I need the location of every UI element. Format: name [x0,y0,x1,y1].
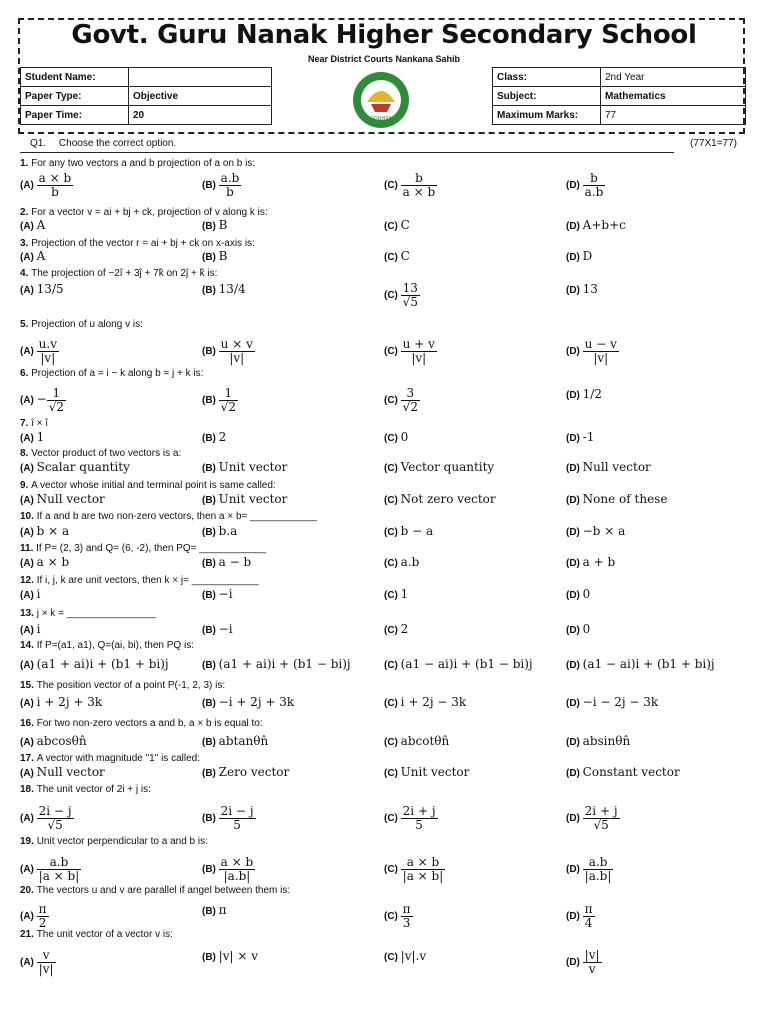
option-label: (B) [202,864,219,876]
question-18-option-b[interactable] [202,805,256,832]
question-18-option-d[interactable] [566,805,620,832]
question-13-option-a[interactable]: (A) i [20,622,41,636]
option-label: (A) [20,737,37,748]
question-16-option-c[interactable]: (C) abcotθn̂ [384,734,450,748]
option-label: (D) [566,433,583,444]
question-1-option-c[interactable] [384,172,437,199]
option-label: (A) [20,813,37,825]
question-15-option-c[interactable]: (C) i + 2j − 3k [384,695,467,709]
question-5-option-b[interactable] [202,338,255,365]
max-marks-value: 77 [601,106,746,125]
question-8-option-a[interactable]: (A) Scalar quantity [20,460,130,474]
question-8-option-b[interactable]: (B) Unit vector [202,460,288,474]
option-label: (B) [202,527,219,538]
option-label: (A) [20,252,37,263]
question-14-option-a[interactable]: (A) (a1 + ai)i + (b1 + bi)j [20,657,169,671]
option-label: (D) [566,463,583,474]
option-label: (D) [566,221,583,232]
fraction: $\frac{b}{a.b}$ [584,171,604,199]
option-label: (C) [384,813,401,825]
option-label: (B) [202,625,219,636]
question-17-option-a[interactable]: (A) Null vector [20,765,105,779]
question-5-option-a[interactable] [20,338,59,365]
question-11-option-b[interactable]: (B) a − b [202,555,252,569]
option-label: (B) [202,252,219,263]
option-label: (D) [566,957,583,969]
option-label: (C) [384,290,401,302]
fraction: $\frac{\pi}{3}$ [402,902,411,930]
question-13-option-c[interactable]: (C) 2 [384,622,409,636]
question-10-option-d[interactable]: (D) −b × a [566,524,626,538]
fraction: $\frac{a \times b}{b}$ [38,171,72,199]
fraction: $\frac{u - v}{|v|}$ [584,337,617,365]
question-10-option-b[interactable]: (B) b.a [202,524,238,538]
question-14-option-c[interactable]: (C) (a1 − ai)i + (b1 − bi)j [384,657,533,671]
option-label: (A) [20,590,37,601]
fraction: $\frac{b}{a \times b}$ [402,171,436,199]
option-label: (A) [20,495,37,506]
option-label: (A) [20,527,37,538]
question-18: 18. The unit vector of 2i + j is: [20,784,151,795]
question-7-option-c[interactable]: (C) 0 [384,430,409,444]
option-label: (C) [384,864,401,876]
option-label: (C) [384,660,401,671]
option-label: (B) [202,495,219,506]
option-label: (C) [384,558,401,569]
question-20-option-d[interactable] [566,903,595,930]
question-15-option-a[interactable]: (A) i + 2j + 3k [20,695,103,709]
question-2-option-b[interactable]: (B) B [202,218,228,232]
question-9-option-a[interactable]: (A) Null vector [20,492,105,506]
question-17-option-b[interactable]: (B) Zero vector [202,765,290,779]
question-3-option-b[interactable]: (B) B [202,249,228,263]
option-label: (C) [384,346,401,358]
option-label: (A) [20,180,37,192]
option-label: (C) [384,395,401,407]
fraction: $\frac{a \times b}{|a \times b|}$ [402,855,444,883]
option-label: (B) [202,285,219,296]
section-header [20,138,745,149]
option-label: (B) [202,463,219,474]
question-6-option-b[interactable] [202,387,238,414]
option-label: (B) [202,698,219,709]
option-label: (A) [20,221,37,232]
option-label: (D) [566,346,583,358]
question-4: 4. The projection of −2î + 3ĵ + 7k̂ on 2ĵ + k̂ is: [20,268,218,279]
question-13: 13. j × k = ________________ [20,608,156,619]
option-label: (B) [202,221,219,232]
instruction: Choose the correct option. [58,138,177,149]
option-label: (B) [202,395,219,407]
option-label: (A) [20,395,37,407]
question-12-option-b[interactable]: (B) −i [202,587,233,601]
option-label: (C) [384,737,401,748]
question-17-option-c[interactable]: (C) Unit vector [384,765,470,779]
logo-text: GGNHSS [370,116,392,122]
fraction: $\frac{1}{√2}$ [48,386,65,414]
paper-time-value: 20 [129,106,272,125]
option-label: (D) [566,252,583,263]
option-label: (B) [202,737,219,748]
paper-type-label: Paper Type: [21,87,129,106]
option-label: (A) [20,625,37,636]
question-19-option-c[interactable] [384,856,445,883]
option-label: (B) [202,558,219,569]
q1-label: Q1. [30,138,47,149]
question-1-option-a[interactable] [20,172,73,199]
question-12-option-a[interactable]: (A) i [20,587,41,601]
question-15: 15. The position vector of a point P(-1, 2, 3) is: [20,680,226,691]
fraction: $\frac{2i + j}{√5}$ [584,804,618,832]
question-2-option-a[interactable]: (A) A [20,218,46,232]
option-label: (A) [20,346,37,358]
question-21-option-d[interactable] [566,949,602,976]
fraction: $\frac{1}{√2}$ [220,386,236,414]
fraction: $\frac{a \times b}{|a.b|}$ [220,855,254,883]
question-15-option-d[interactable]: (D) −i − 2j − 3k [566,695,659,709]
question-12-option-d[interactable]: (D) 0 [566,587,591,601]
question-20-option-c[interactable] [384,903,413,930]
question-1-option-d[interactable] [566,172,605,199]
option-label: (C) [384,252,401,263]
question-21-option-b[interactable]: (B) |v| × v [202,949,258,963]
option-label: (C) [384,527,401,538]
fraction: $\frac{2i - j}{5}$ [220,804,254,832]
option-label: (D) [566,737,583,748]
option-label: (B) [202,180,219,192]
question-19-option-d[interactable] [566,856,613,883]
option-label: (A) [20,433,37,444]
question-3-option-a[interactable]: (A) A [20,249,46,263]
option-label: (D) [566,285,583,296]
fraction: $\frac{3}{√2}$ [402,386,418,414]
fraction: $\frac{2i + j}{5}$ [402,804,436,832]
option-label: (C) [384,590,401,601]
question-4-option-c[interactable] [384,282,420,309]
question-11-option-c[interactable]: (C) a.b [384,555,420,569]
question-6-option-a[interactable]: (A) − $\frac{1}{√2}$ [20,386,65,414]
question-3-option-c[interactable]: (C) C [384,249,410,263]
option-label: (C) [384,221,401,232]
question-2-option-c[interactable]: (C) C [384,218,410,232]
question-10-option-c[interactable]: (C) b − a [384,524,434,538]
option-label: (C) [384,180,401,192]
option-label: (B) [202,660,219,671]
option-label: (C) [384,495,401,506]
question-13-option-d[interactable]: (D) 0 [566,622,591,636]
question-11-option-a[interactable]: (A) a × b [20,555,70,569]
question-2-option-d[interactable]: (D) A+b+c [566,218,626,232]
option-label: (A) [20,698,37,709]
option-label: (B) [202,906,219,917]
question-16-option-d[interactable]: (D) absinθn̂ [566,734,631,748]
option-label: (D) [566,813,583,825]
option-label: (B) [202,952,219,963]
question-15-option-b[interactable]: (B) −i + 2j + 3k [202,695,295,709]
question-19: 19. Unit vector perpendicular to a and b is: [20,836,208,847]
question-6-option-c[interactable] [384,387,420,414]
question-19-option-b[interactable] [202,856,255,883]
question-4-option-b[interactable]: (B) 13/4 [202,282,246,296]
option-label: (C) [384,433,401,444]
option-label: (B) [202,813,219,825]
option-label: (C) [384,463,401,474]
class-value: 2nd Year [601,68,746,87]
question-8-option-d[interactable]: (D) Null vector [566,460,651,474]
question-11: 11. If P= (2, 3) and Q= (6, -2), then PQ= ____________ [20,543,267,554]
info-table-right [492,67,746,125]
question-3: 3. Projection of the vector r = ai + bj + ck on x-axis is: [20,238,255,249]
fraction: $\frac{v}{|v|}$ [38,948,54,976]
question-21-option-a[interactable] [20,949,56,976]
question-7: 7. î × î [20,418,49,429]
option-label: (B) [202,433,219,444]
option-label: (D) [566,180,583,192]
fraction: $\frac{a.b}{b}$ [220,171,240,199]
option-label: (D) [566,625,583,636]
paper-type-value: Objective [129,87,272,106]
question-20-option-b[interactable]: (B) π [202,903,227,917]
question-17: 17. A vector with magnitude "1" is called: [20,753,200,764]
option-label: (D) [566,527,583,538]
max-marks-label: Maximum Marks: [493,106,601,125]
school-logo [349,70,413,130]
option-label: (D) [566,590,583,601]
option-label: (A) [20,463,37,474]
question-20: 20. The vectors u and v are parallel if angel between them is: [20,885,291,896]
option-label: (D) [566,911,583,923]
question-7-option-b[interactable]: (B) 2 [202,430,227,444]
fraction: $\frac{\pi}{2}$ [38,902,47,930]
option-label: (D) [566,390,583,401]
question-11-option-d[interactable]: (D) a + b [566,555,616,569]
question-6-option-d[interactable]: (D) 1/2 [566,387,602,401]
question-21-option-c[interactable]: (C) |v|.v [384,949,427,963]
class-label: Class: [493,68,601,87]
fraction: $\frac{u.v}{|v|}$ [38,337,57,365]
fraction: $\frac{a.b}{|a.b|}$ [584,855,612,883]
student-name-label: Student Name: [21,68,129,87]
info-table-left [20,67,272,125]
option-label: (C) [384,698,401,709]
option-label: (A) [20,768,37,779]
question-12-option-c[interactable]: (C) 1 [384,587,409,601]
question-9: 9. A vector whose initial and terminal point is same called: [20,480,276,491]
question-18-option-a[interactable] [20,805,74,832]
question-14-option-d[interactable]: (D) (a1 − ai)i + (b1 + bi)j [566,657,715,671]
question-6: 6. Projection of a = i − k along b = j + k is: [20,368,204,379]
question-3-option-d[interactable]: (D) D [566,249,593,263]
question-5-option-c[interactable] [384,338,437,365]
option-label: (D) [566,495,583,506]
question-21: 21. The unit vector of a vector v is: [20,929,173,940]
question-16-option-b[interactable]: (B) abtanθn̂ [202,734,269,748]
question-12: 12. If i, j, k are unit vectors, then k × j= ____________ [20,575,259,586]
question-18-option-c[interactable] [384,805,438,832]
option-label: (B) [202,346,219,358]
question-20-option-a[interactable] [20,903,49,930]
question-13-option-b[interactable]: (B) −i [202,622,233,636]
question-5: 5. Projection of u along v is: [20,319,143,330]
option-label: (C) [384,768,401,779]
fraction: $\frac{|v|}{v}$ [584,948,600,976]
school-address: Near District Courts Nankana Sahib [307,54,461,64]
question-9-option-c[interactable]: (C) Not zero vector [384,492,496,506]
option-label: (C) [384,625,401,636]
question-5-option-d[interactable] [566,338,619,365]
fraction: $\frac{13}{√5}$ [402,281,418,309]
option-label: (D) [566,864,583,876]
question-9-option-b[interactable]: (B) Unit vector [202,492,288,506]
option-label: (D) [566,698,583,709]
question-4-option-a[interactable]: (A) 13/5 [20,282,64,296]
option-label: (A) [20,660,37,671]
question-7-option-a[interactable]: (A) 1 [20,430,45,444]
subject-value: Mathematics [601,87,746,106]
fraction: $\frac{u \times v}{|v|}$ [220,337,253,365]
question-2: 2. For a vector v = ai + bj + ck, projection of v along k is: [20,207,268,218]
question-7-option-d[interactable]: (D) -1 [566,430,595,444]
question-1: 1. For any two vectors a and b projection of a on b is: [20,158,256,169]
question-4-option-d[interactable]: (D) 13 [566,282,598,296]
question-14: 14. If P=(a1, a1), Q=(ai, bi), then PQ is: [20,640,194,651]
subject-label: Subject: [493,87,601,106]
question-14-option-b[interactable]: (B) (a1 + ai)i + (b1 − bi)j [202,657,351,671]
option-label: (C) [384,952,401,963]
question-17-option-d[interactable]: (D) Constant vector [566,765,680,779]
option-label: (A) [20,911,37,923]
question-1-option-b[interactable] [202,172,241,199]
question-10: 10. If a and b are two non-zero vectors, then a × b= ____________ [20,511,317,522]
question-10-option-a[interactable]: (A) b × a [20,524,70,538]
school-name: Govt. Guru Nanak Higher Secondary School [71,20,697,50]
option-label: (D) [566,768,583,779]
option-label: (A) [20,957,37,969]
student-name-field[interactable] [129,68,272,87]
question-16-option-a[interactable]: (A) abcosθn̂ [20,734,87,748]
question-16: 16. For two non-zero vectors a and b, a × b is equal to: [20,718,263,729]
fraction: $\frac{\pi}{4}$ [584,902,593,930]
option-label: (B) [202,768,219,779]
option-label: (A) [20,864,37,876]
fraction: $\frac{u + v}{|v|}$ [402,337,435,365]
fraction: $\frac{2i - j}{√5}$ [38,804,72,832]
question-9-option-d[interactable]: (D) None of these [566,492,668,506]
question-19-option-a[interactable] [20,856,81,883]
option-label: (A) [20,558,37,569]
option-label: (C) [384,911,401,923]
option-label: (D) [566,558,583,569]
option-label: (A) [20,285,37,296]
option-label: (B) [202,590,219,601]
option-label: (D) [566,660,583,671]
question-8: 8. Vector product of two vectors is a: [20,448,182,459]
total-marks: (77X1=77) [690,138,737,149]
paper-time-label: Paper Time: [21,106,129,125]
question-8-option-c[interactable]: (C) Vector quantity [384,460,495,474]
divider [20,152,674,153]
fraction: $\frac{a.b}{|a \times b|}$ [38,855,80,883]
